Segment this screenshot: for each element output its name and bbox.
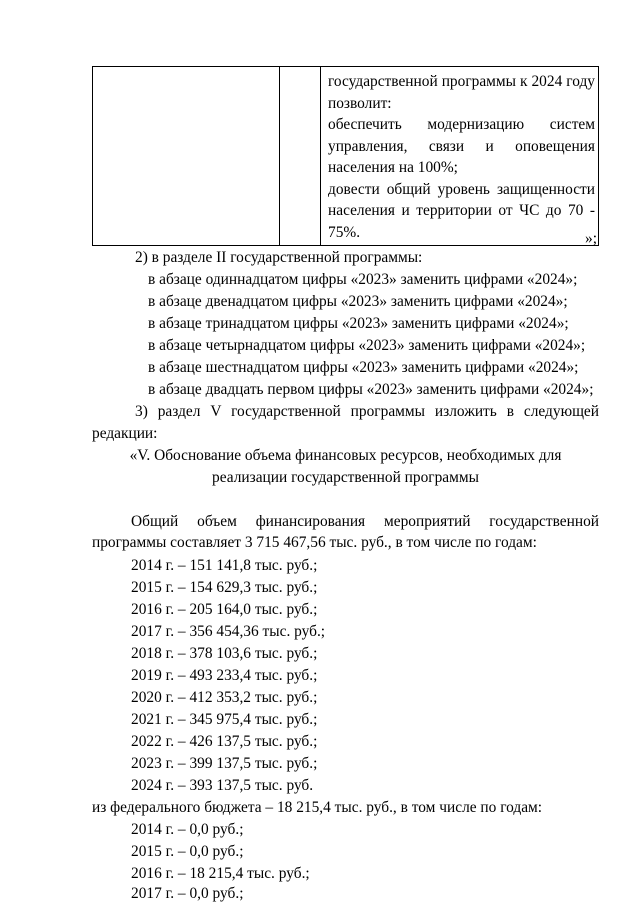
item2-line: в абзаце четырнадцатом цифры «2023» заменить цифрами «2024»; bbox=[148, 337, 586, 354]
federal-year-item: 2016 г. – 18 215,4 тыс. руб.; bbox=[131, 865, 310, 882]
year-item: 2015 г. – 154 629,3 тыс. руб.; bbox=[131, 579, 318, 596]
federal-year-item: 2017 г. – 0,0 руб.; bbox=[131, 885, 244, 902]
section-title: «V. Обоснование объема финансовых ресурсов, необходимых для bbox=[129, 447, 562, 464]
program-table-continuation bbox=[92, 66, 599, 246]
year-item: 2020 г. – 412 353,2 тыс. руб.; bbox=[131, 689, 318, 706]
cell-line: довести общий уровень защищенности bbox=[328, 180, 595, 198]
year-item: 2017 г. – 356 454,36 тыс. руб.; bbox=[131, 623, 326, 640]
cell-line: управления, связи и оповещения bbox=[328, 137, 595, 155]
item2-line: в абзаце одиннадцатом цифры «2023» заменить цифрами «2024»; bbox=[148, 271, 578, 288]
item2-line: в абзаце двенадцатом цифры «2023» заменить цифрами «2024»; bbox=[148, 293, 568, 310]
federal-budget-line: из федерального бюджета – 18 215,4 тыс. руб., в том числе по годам: bbox=[92, 799, 543, 816]
item3-line: редакции: bbox=[92, 425, 158, 442]
cell-line: 75%. bbox=[328, 223, 361, 241]
item2-heading: 2) в разделе II государственной программы: bbox=[135, 249, 423, 266]
section-title: реализации государственной программы bbox=[212, 469, 479, 486]
item3-line: 3) раздел V государственной программы изложить в следующей bbox=[135, 403, 599, 420]
year-item: 2024 г. – 393 137,5 тыс. руб. bbox=[131, 777, 314, 794]
year-item: 2019 г. – 493 233,4 тыс. руб.; bbox=[131, 667, 318, 684]
closing-quote: »; bbox=[585, 230, 597, 247]
year-item: 2014 г. – 151 141,8 тыс. руб.; bbox=[131, 557, 318, 574]
table-cell-text bbox=[321, 67, 599, 246]
total-paragraph-line: программы составляет 3 715 467,56 тыс. руб., в том числе по годам: bbox=[92, 534, 537, 551]
cell-line: государственной программы к 2024 году bbox=[328, 73, 595, 90]
item2-line: в абзаце двадцать первом цифры «2023» заменить цифрами «2024»; bbox=[148, 381, 594, 398]
table-cell-empty-2 bbox=[280, 67, 321, 246]
cell-line: населения и территории от ЧС до 70 - bbox=[328, 202, 595, 219]
year-item: 2021 г. – 345 975,4 тыс. руб.; bbox=[131, 711, 318, 728]
table-row bbox=[93, 67, 599, 246]
federal-year-item: 2014 г. – 0,0 руб.; bbox=[131, 821, 244, 838]
year-item: 2016 г. – 205 164,0 тыс. руб.; bbox=[131, 601, 318, 618]
cell-line: населения на 100%; bbox=[328, 159, 458, 176]
year-item: 2023 г. – 399 137,5 тыс. руб.; bbox=[131, 755, 318, 772]
item2-line: в абзаце шестнадцатом цифры «2023» заменить цифрами «2024»; bbox=[148, 359, 579, 376]
cell-line: обеспечить модернизацию систем bbox=[328, 116, 595, 133]
year-item: 2022 г. – 426 137,5 тыс. руб.; bbox=[131, 733, 318, 750]
table-cell-empty-1 bbox=[93, 67, 280, 246]
item2-line: в абзаце тринадцатом цифры «2023» заменить цифрами «2024»; bbox=[148, 315, 569, 332]
federal-year-item: 2015 г. – 0,0 руб.; bbox=[131, 843, 244, 860]
year-item: 2018 г. – 378 103,6 тыс. руб.; bbox=[131, 645, 318, 662]
cell-line: позволит: bbox=[328, 94, 392, 112]
total-paragraph-line: Общий объем финансирования мероприятий государственной bbox=[131, 513, 599, 530]
